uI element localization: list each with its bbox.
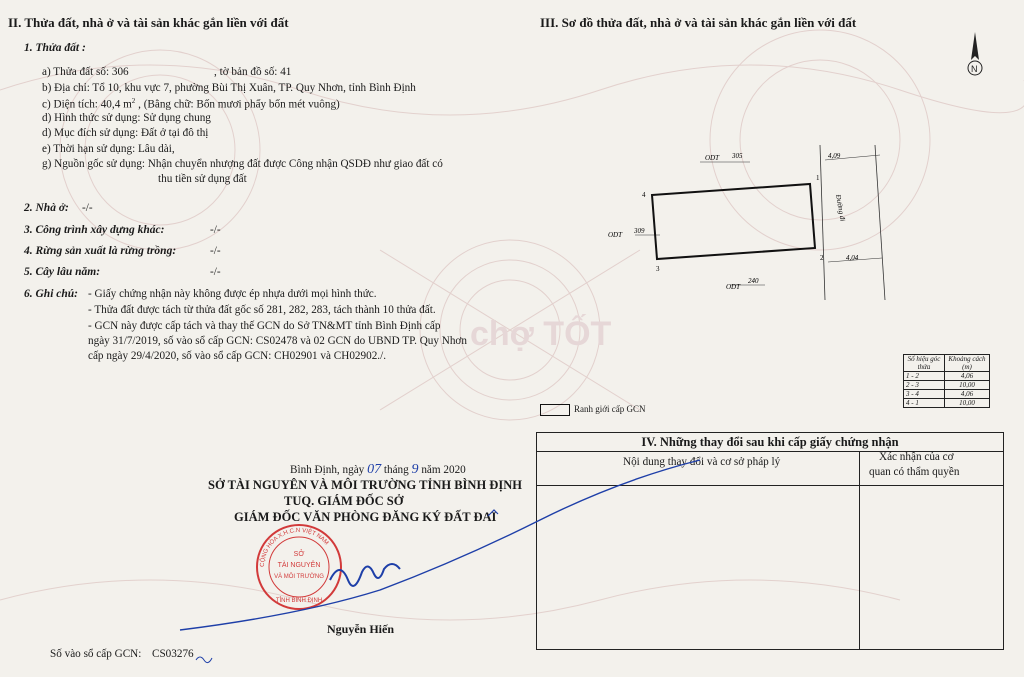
odt-top-label: ODT — [705, 154, 720, 162]
section-4-title: IV. Những thay đổi sau khi cấp giấy chứng nhận — [537, 433, 1003, 452]
table-row: 3 - 4 4,06 — [904, 390, 990, 399]
land-origin: g) Nguồn gốc sử dụng: Nhận chuyển nhượng đất được Công nhận QSDĐ như giao đất có — [42, 158, 443, 170]
table-header-distance: Khoảng cách (m) — [945, 355, 990, 372]
house-value: -/- — [82, 202, 93, 214]
construction-label: 3. Công trình xây dựng khác: — [24, 224, 165, 236]
signer-name: Nguyễn Hiến — [327, 622, 395, 636]
changes-content-header: Nội dung thay đổi và cơ sở pháp lý — [623, 456, 781, 468]
svg-text:TỈNH BÌNH ĐỊNH: TỈNH BÌNH ĐỊNH — [275, 598, 323, 604]
date-line: Bình Định, ngày 07 tháng 9 năm 2020 — [290, 462, 466, 477]
changes-confirm-header-1: Xác nhận của cơ — [879, 451, 954, 463]
table-row: 1 - 2 4,06 — [904, 372, 990, 381]
vertex-1-label: 1 — [816, 174, 820, 182]
issuing-organization: SỞ TÀI NGUYÊN VÀ MÔI TRƯỜNG TỈNH BÌNH ĐỊNH — [208, 478, 522, 492]
note-line-1: - Giấy chứng nhận này không được ép nhựa dưới mọi hình thức. — [88, 288, 377, 300]
registry-label: Số vào sổ cấp GCN: — [50, 648, 142, 660]
svg-text:N: N — [971, 64, 978, 74]
legend-label: Ranh giới cấp GCN — [574, 404, 646, 414]
vertex-2-label: 2 — [820, 254, 824, 262]
house-label: 2. Nhà ở: — [24, 202, 69, 214]
odt-left-number: 309 — [634, 227, 645, 235]
notes-label: 6. Ghi chú: — [24, 288, 78, 300]
road-width-top: 4,09 — [828, 152, 841, 160]
table-row: 4 - 1 10,00 — [904, 399, 990, 408]
section-3-title: III. Sơ đồ thửa đất, nhà ở và tài sản khác gắn liền với đất — [540, 15, 857, 30]
land-usage-term: e) Thời hạn sử dụng: Lâu dài, — [42, 143, 175, 155]
registry-value: CS03276 — [152, 648, 194, 660]
table-header-corner: Số hiệu góc thửa — [904, 355, 945, 372]
land-plot-number: a) Thửa đất số: 306 — [42, 66, 129, 78]
note-line-5: cấp ngày 29/4/2020, số vào sổ cấp GCN: CH02901 và CH02902./. — [88, 350, 386, 362]
trees-value: -/- — [210, 266, 221, 278]
land-usage-form: d) Hình thức sử dụng: Sử dụng chung — [42, 112, 211, 124]
land-address: b) Địa chỉ: Tổ 10, khu vực 7, phường Bùi Thị Xuân, TP. Quy Nhơn, tỉnh Bình Định — [42, 82, 416, 94]
land-area: c) Diện tích: 40,4 $m^2$ , (Bằng chữ: Bốn mươi phẩy bốn mét vuông) — [42, 97, 340, 111]
vertex-3-label: 3 — [656, 265, 660, 273]
note-line-3: - GCN này được cấp tách và thay thế GCN do Sở TN&MT tỉnh Bình Định cấp — [88, 320, 441, 332]
land-map-number: , tờ bản đồ số: 41 — [214, 66, 292, 78]
road-width-bottom: 4,04 — [846, 254, 859, 262]
note-line-2: - Thửa đất được tách từ thửa đất gốc số 281, 282, 283, tách thành 10 thửa đất. — [88, 304, 436, 316]
watermark-text: chợ TỐT — [470, 315, 612, 353]
odt-bottom-number: 240 — [748, 277, 759, 285]
forest-value: -/- — [210, 245, 221, 257]
vertex-4-label: 4 — [642, 191, 646, 199]
svg-text:TÀI NGUYÊN: TÀI NGUYÊN — [277, 562, 321, 569]
forest-label: 4. Rừng sản xuất là rừng trồng: — [24, 245, 177, 257]
svg-text:SỞ: SỞ — [293, 551, 305, 558]
odt-top-number: 305 — [732, 152, 743, 160]
svg-text:VÀ MÔI TRƯỜNG: VÀ MÔI TRƯỜNG — [274, 574, 324, 580]
table-row: 2 - 3 10,00 — [904, 381, 990, 390]
section-2-title: II. Thửa đất, nhà ở và tài sản khác gắn liền với đất — [8, 15, 289, 30]
office-title: GIÁM ĐỐC VĂN PHÒNG ĐĂNG KÝ ĐẤT ĐAI — [234, 510, 497, 524]
construction-value: -/- — [210, 224, 221, 236]
road-label: Đường đi — [834, 193, 847, 222]
authorization-line: TUQ. GIÁM ĐỐC SỞ — [284, 494, 404, 508]
trees-label: 5. Cây lâu năm: — [24, 266, 101, 278]
land-heading: 1. Thửa đất : — [24, 42, 86, 54]
changes-confirm-header-2: quan có thẩm quyền — [869, 466, 960, 478]
odt-bottom-label: ODT — [726, 283, 741, 291]
note-line-4: ngày 31/7/2019, số vào sổ cấp GCN: CS02478 và 02 GCN do UBND TP. Quy Nhơn — [88, 335, 467, 347]
land-usage-purpose: d) Mục đích sử dụng: Đất ở tại đô thị — [42, 127, 209, 139]
odt-left-label: ODT — [608, 231, 623, 239]
land-origin-cont: thu tiền sử dụng đất — [158, 173, 247, 185]
svg-text:CỘNG HÒA X.H.C.N VIỆT NAM: CỘNG HÒA X.H.C.N VIỆT NAM — [259, 527, 330, 568]
